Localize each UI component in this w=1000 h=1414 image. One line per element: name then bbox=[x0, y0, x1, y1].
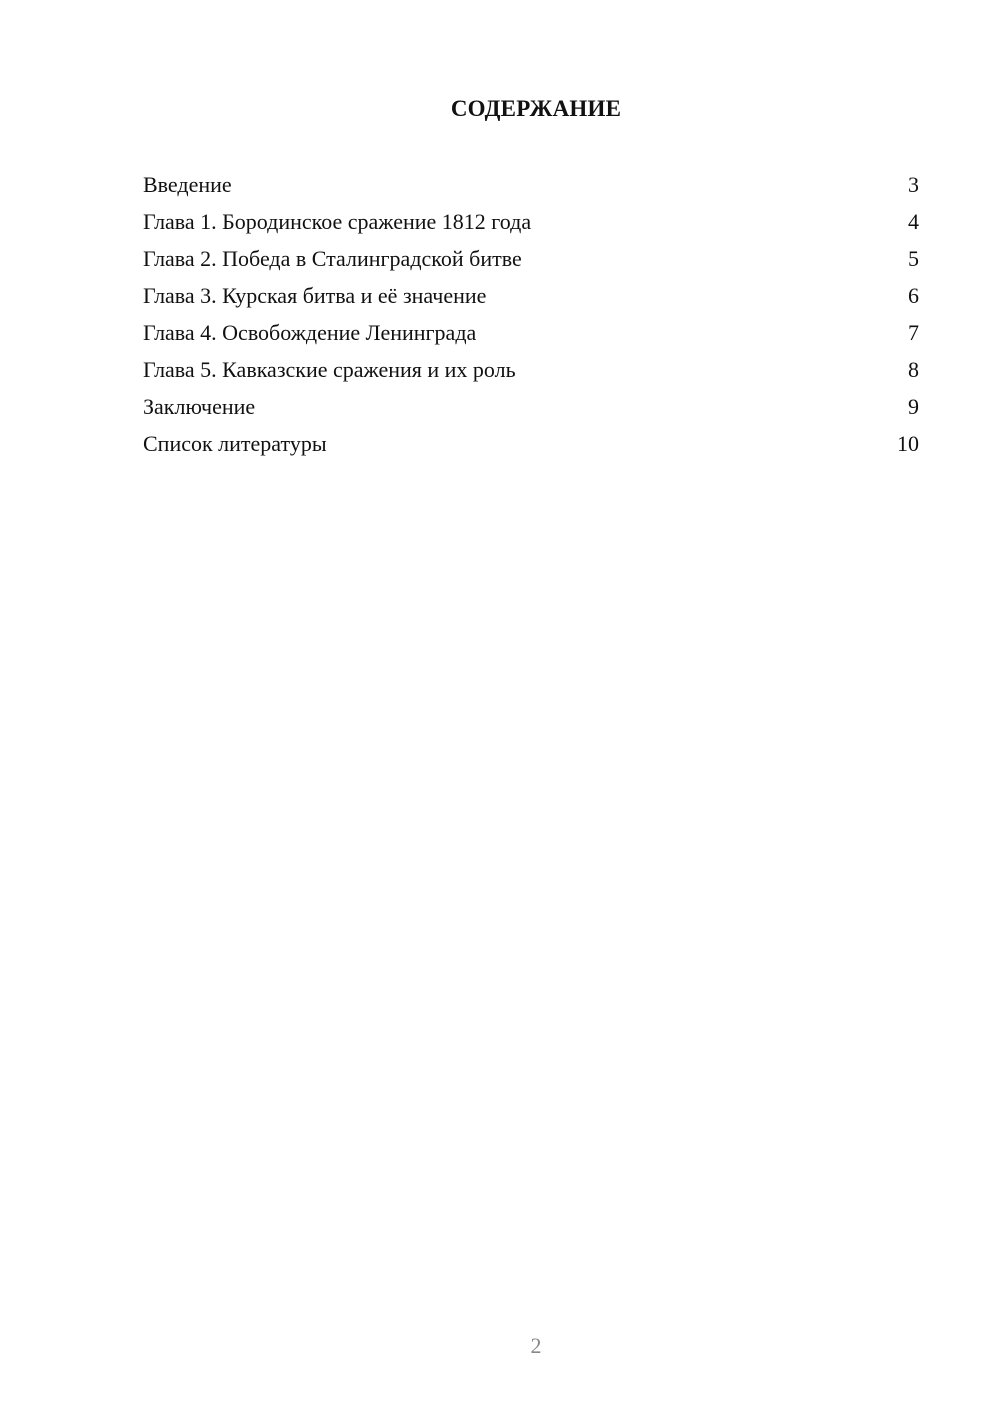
toc-entry-page: 9 bbox=[908, 394, 919, 419]
toc-entry bbox=[143, 207, 919, 244]
toc-entry bbox=[143, 392, 919, 429]
page-number: 2 bbox=[530, 1333, 542, 1358]
toc-entry bbox=[143, 318, 919, 355]
toc-entry-label: Глава 3. Курская битва и её значение bbox=[143, 283, 487, 308]
toc-entry-page: 5 bbox=[908, 246, 919, 271]
toc-entry-label: Список литературы bbox=[143, 431, 327, 456]
toc-entry-page: 4 bbox=[908, 209, 919, 234]
toc-entry-label: Глава 5. Кавказские сражения и их роль bbox=[143, 357, 516, 382]
toc-entry-page: 10 bbox=[897, 431, 919, 456]
toc-entry-page: 3 bbox=[908, 172, 919, 197]
toc-entry-page: 7 bbox=[908, 320, 919, 345]
toc-entry-label: Заключение bbox=[143, 394, 256, 419]
page-title: СОДЕРЖАНИЕ bbox=[450, 96, 622, 121]
toc-entry-label: Введение bbox=[143, 172, 232, 197]
toc-entry-label: Глава 1. Бородинское сражение 1812 года bbox=[143, 209, 532, 234]
toc-entry-label: Глава 2. Победа в Сталинградской битве bbox=[143, 246, 522, 271]
toc-entry bbox=[143, 244, 919, 281]
table-of-contents bbox=[143, 170, 919, 466]
toc-entry bbox=[143, 281, 919, 318]
toc-entry bbox=[143, 355, 919, 392]
toc-entry-page: 8 bbox=[908, 357, 919, 382]
toc-entry-label: Глава 4. Освобождение Ленинграда bbox=[143, 320, 477, 345]
toc-entry bbox=[143, 170, 919, 207]
toc-entry bbox=[143, 429, 919, 466]
toc-entry-page: 6 bbox=[908, 283, 919, 308]
